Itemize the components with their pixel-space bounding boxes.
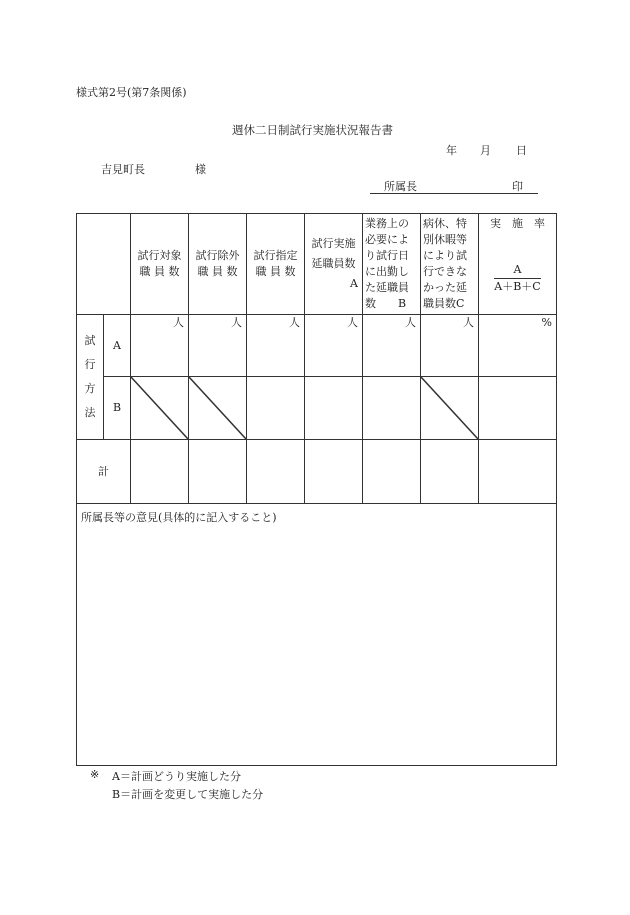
cell-b-rate[interactable] — [479, 377, 557, 440]
cell-total-rate[interactable] — [479, 440, 557, 504]
header-business: 業務上の 必要によ り試行日 に出勤し た延職員 数 B — [363, 214, 421, 315]
opinion-row — [77, 504, 557, 766]
note-mark: ※ — [90, 768, 100, 781]
header-implemented: 試行実施 延職員数 A — [305, 214, 363, 315]
rate-numerator: A — [494, 262, 540, 279]
page-title: 週休二日制試行実施状況報告書 — [232, 123, 393, 137]
header-corner — [77, 214, 131, 315]
header-sick: 病休、特 別休暇等 により試 行できな かった延 職員数C — [421, 214, 479, 315]
cell-b-business[interactable] — [363, 377, 421, 440]
row-b-label: B — [104, 377, 131, 440]
header-row — [77, 214, 557, 315]
cell-total-sick[interactable] — [421, 440, 479, 504]
cell-b-implemented[interactable] — [305, 377, 363, 440]
cell-a-implemented[interactable]: 人 — [305, 315, 363, 377]
cell-b-excluded-diagonal — [189, 377, 247, 440]
form-number: 様式第2号(第7条関係) — [76, 86, 187, 99]
header-excluded: 試行除外 職 員 数 — [189, 214, 247, 315]
cell-total-designated[interactable] — [247, 440, 305, 504]
reporter-label: 所属長 — [384, 180, 417, 193]
addressee-honorific: 様 — [195, 163, 206, 176]
cell-b-designated[interactable] — [247, 377, 305, 440]
cell-b-target-diagonal — [131, 377, 189, 440]
cell-a-target[interactable]: 人 — [131, 315, 189, 377]
seal-mark: 印 — [512, 180, 523, 193]
opinion-box[interactable] — [77, 504, 557, 766]
cell-b-sick-diagonal — [421, 377, 479, 440]
row-a-label: A — [104, 315, 131, 377]
cell-a-rate[interactable]: % — [479, 315, 557, 377]
reporter-line — [370, 178, 538, 194]
cell-a-business[interactable]: 人 — [363, 315, 421, 377]
header-rate — [479, 214, 557, 315]
row-a — [77, 315, 557, 377]
cell-a-sick[interactable]: 人 — [421, 315, 479, 377]
total-label: 計 — [77, 440, 131, 504]
cell-total-implemented[interactable] — [305, 440, 363, 504]
date-day: 日 — [516, 144, 527, 157]
cell-a-designated[interactable]: 人 — [247, 315, 305, 377]
cell-total-business[interactable] — [363, 440, 421, 504]
rate-denominator: A＋B＋C — [494, 280, 541, 293]
cell-total-target[interactable] — [131, 440, 189, 504]
total-row — [77, 440, 557, 504]
addressee-name: 吉見町長 — [101, 163, 145, 176]
date-year: 年 — [446, 144, 457, 157]
note-a: A＝計画どうり実施した分 — [112, 770, 241, 783]
rate-fraction — [494, 262, 540, 295]
date-month: 月 — [480, 144, 491, 157]
cell-a-excluded[interactable]: 人 — [189, 315, 247, 377]
cell-total-excluded[interactable] — [189, 440, 247, 504]
method-label: 試 行 方 法 — [77, 315, 104, 440]
header-target: 試行対象 職 員 数 — [131, 214, 189, 315]
row-b — [77, 377, 557, 440]
note-b: B＝計画を変更して実施した分 — [112, 788, 264, 801]
rate-label: 実 施 率 — [490, 217, 545, 230]
header-designated: 試行指定 職 員 数 — [247, 214, 305, 315]
report-table — [76, 213, 557, 766]
opinion-label: 所属長等の意見(具体的に記入すること) — [81, 511, 277, 524]
